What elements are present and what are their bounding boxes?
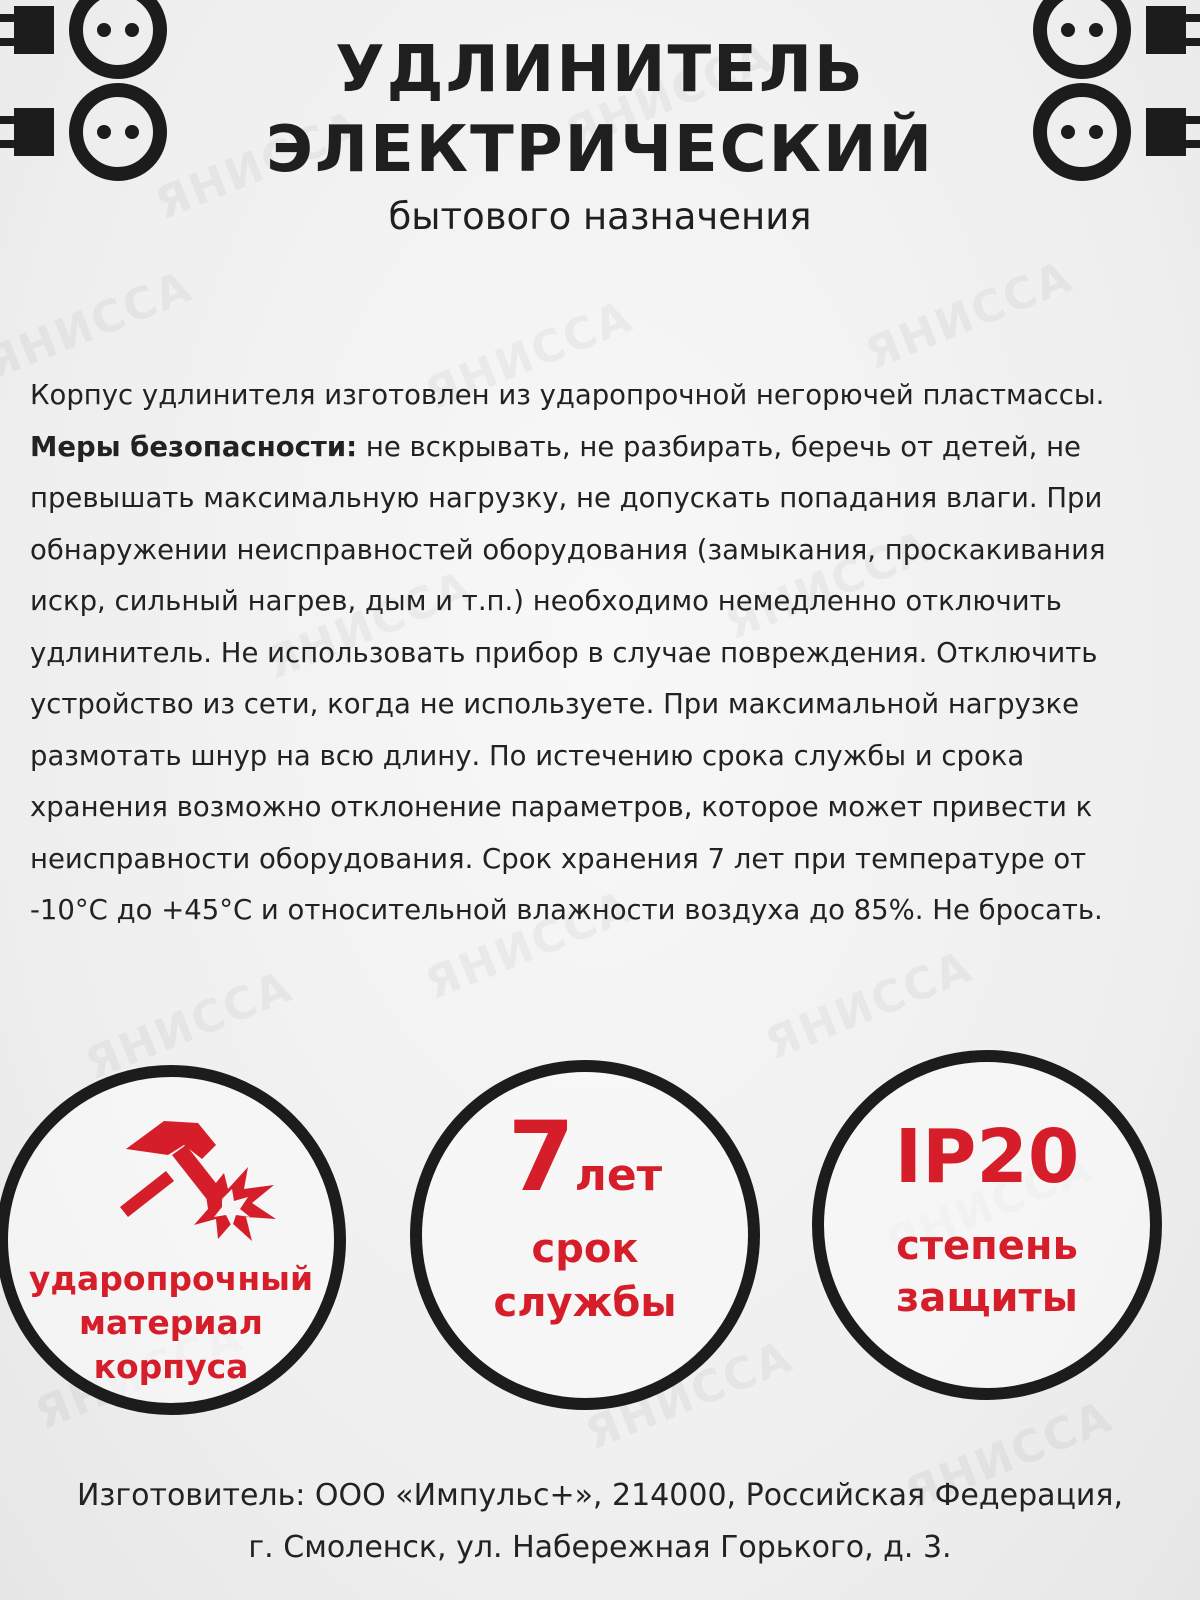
manufacturer-info xyxy=(0,1470,1200,1574)
title-line-2: ЭЛЕКТРИЧЕСКИЙ xyxy=(265,113,935,187)
protection-code: IP20 xyxy=(894,1114,1080,1200)
body-line: размотать шнур на всю длину. По истечению срока службы и срока xyxy=(30,739,1025,772)
subtitle: бытового назначения xyxy=(388,195,812,238)
badge-impact-resistant xyxy=(0,1065,346,1415)
safety-instructions xyxy=(30,370,1170,937)
safety-heading: Меры безопасности: xyxy=(30,430,358,463)
badge-impact-label: ударопрочный материал корпуса xyxy=(28,1259,314,1386)
body-line: превышать максимальную нагрузку, не допускать попадания влаги. При xyxy=(30,482,1103,514)
body-line: обнаружении неисправностей оборудования (замыкания, проскакивания xyxy=(30,533,1106,566)
badge-protection xyxy=(812,1050,1162,1400)
service-life-unit: лет xyxy=(574,1150,663,1201)
body-line: удлинитель. Не использовать прибор в случае повреждения. Отключить xyxy=(30,636,1098,669)
body-line: Меры безопасности: не вскрывать, не разбирать, беречь от детей, не xyxy=(30,430,1081,463)
badge-service-life-label: срок службы xyxy=(493,1226,677,1326)
body-line: хранения возможно отклонение параметров, которое может привести к xyxy=(30,791,1093,823)
body-line: Корпус удлинителя изготовлен из ударопрочной негорючей пластмассы. xyxy=(30,379,1105,411)
service-life-number: 7 xyxy=(507,1101,575,1213)
manufacturer-line-2: г. Смоленск, ул. Набережная Горького, д. 3. xyxy=(248,1530,952,1565)
title-line-1: УДЛИНИТЕЛЬ xyxy=(335,33,865,107)
body-line: искр, сильный нагрев, дым и т.п.) необходимо немедленно отключить xyxy=(30,585,1062,617)
body-line: -10°С до +45°С и относительной влажности воздуха до 85%. Не бросать. xyxy=(30,894,1103,926)
badge-protection-label: степень защиты xyxy=(896,1223,1078,1321)
badge-service-life-value xyxy=(422,1102,748,1212)
body-line: устройство из сети, когда не используете. При максимальной нагрузке xyxy=(30,688,1079,720)
title-block xyxy=(0,30,1200,242)
manufacturer-line-1: Изготовитель: ООО «Импульс+», 214000, Российская Федерация, xyxy=(76,1478,1124,1513)
body-line: неисправности оборудования. Срок хранения 7 лет при температуре от xyxy=(30,842,1087,875)
badge-service-life xyxy=(410,1060,760,1410)
hammer-impact-icon xyxy=(106,1115,286,1245)
